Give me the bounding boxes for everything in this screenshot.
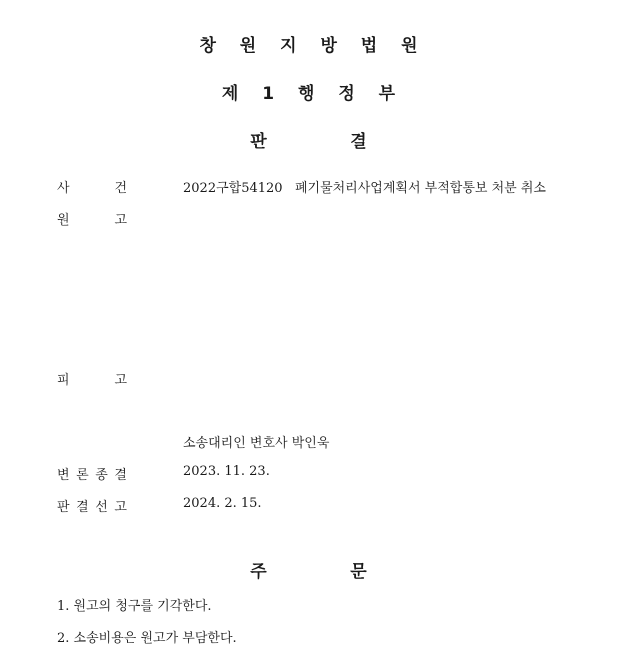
closing-date-label — [57, 464, 127, 483]
order-item-1: 1. 원고의 청구를 기각한다. — [57, 599, 212, 614]
plaintiff-label-char-2: 고 — [114, 213, 127, 228]
closing-label-char-1: 변 — [57, 468, 70, 483]
ruling-label-char-4: 고 — [114, 500, 127, 515]
case-label-char-1: 사 — [57, 181, 70, 196]
order-heading: 주 문 — [250, 562, 376, 582]
ruling-label-char-3: 선 — [95, 500, 108, 515]
case-label — [57, 177, 127, 196]
closing-label-char-3: 종 — [95, 468, 108, 483]
division-name: 제 1 행 정 부 — [221, 84, 405, 104]
closing-label-char-2: 론 — [76, 468, 89, 483]
defendant-counsel: 소송대리인 변호사 박인욱 — [183, 436, 330, 451]
ruling-date-label — [57, 496, 127, 515]
ruling-label-char-2: 결 — [76, 500, 89, 515]
court-name: 창 원 지 방 법 원 — [199, 36, 427, 56]
case-value: 2022구합54120 폐기물처리사업계획서 부적합통보 처분 취소 — [183, 181, 546, 196]
plaintiff-label — [57, 209, 127, 228]
defendant-label — [57, 369, 127, 388]
closing-date-value: 2023. 11. 23. — [183, 464, 270, 479]
order-item-2: 2. 소송비용은 원고가 부담한다. — [57, 631, 237, 646]
defendant-label-char-2: 고 — [114, 373, 127, 388]
ruling-date-value: 2024. 2. 15. — [183, 496, 262, 511]
document-type: 판 결 — [250, 132, 376, 152]
closing-label-char-4: 결 — [114, 468, 127, 483]
defendant-label-char-1: 피 — [57, 373, 70, 388]
case-label-char-2: 건 — [114, 181, 127, 196]
plaintiff-label-char-1: 원 — [57, 213, 70, 228]
ruling-label-char-1: 판 — [57, 500, 70, 515]
